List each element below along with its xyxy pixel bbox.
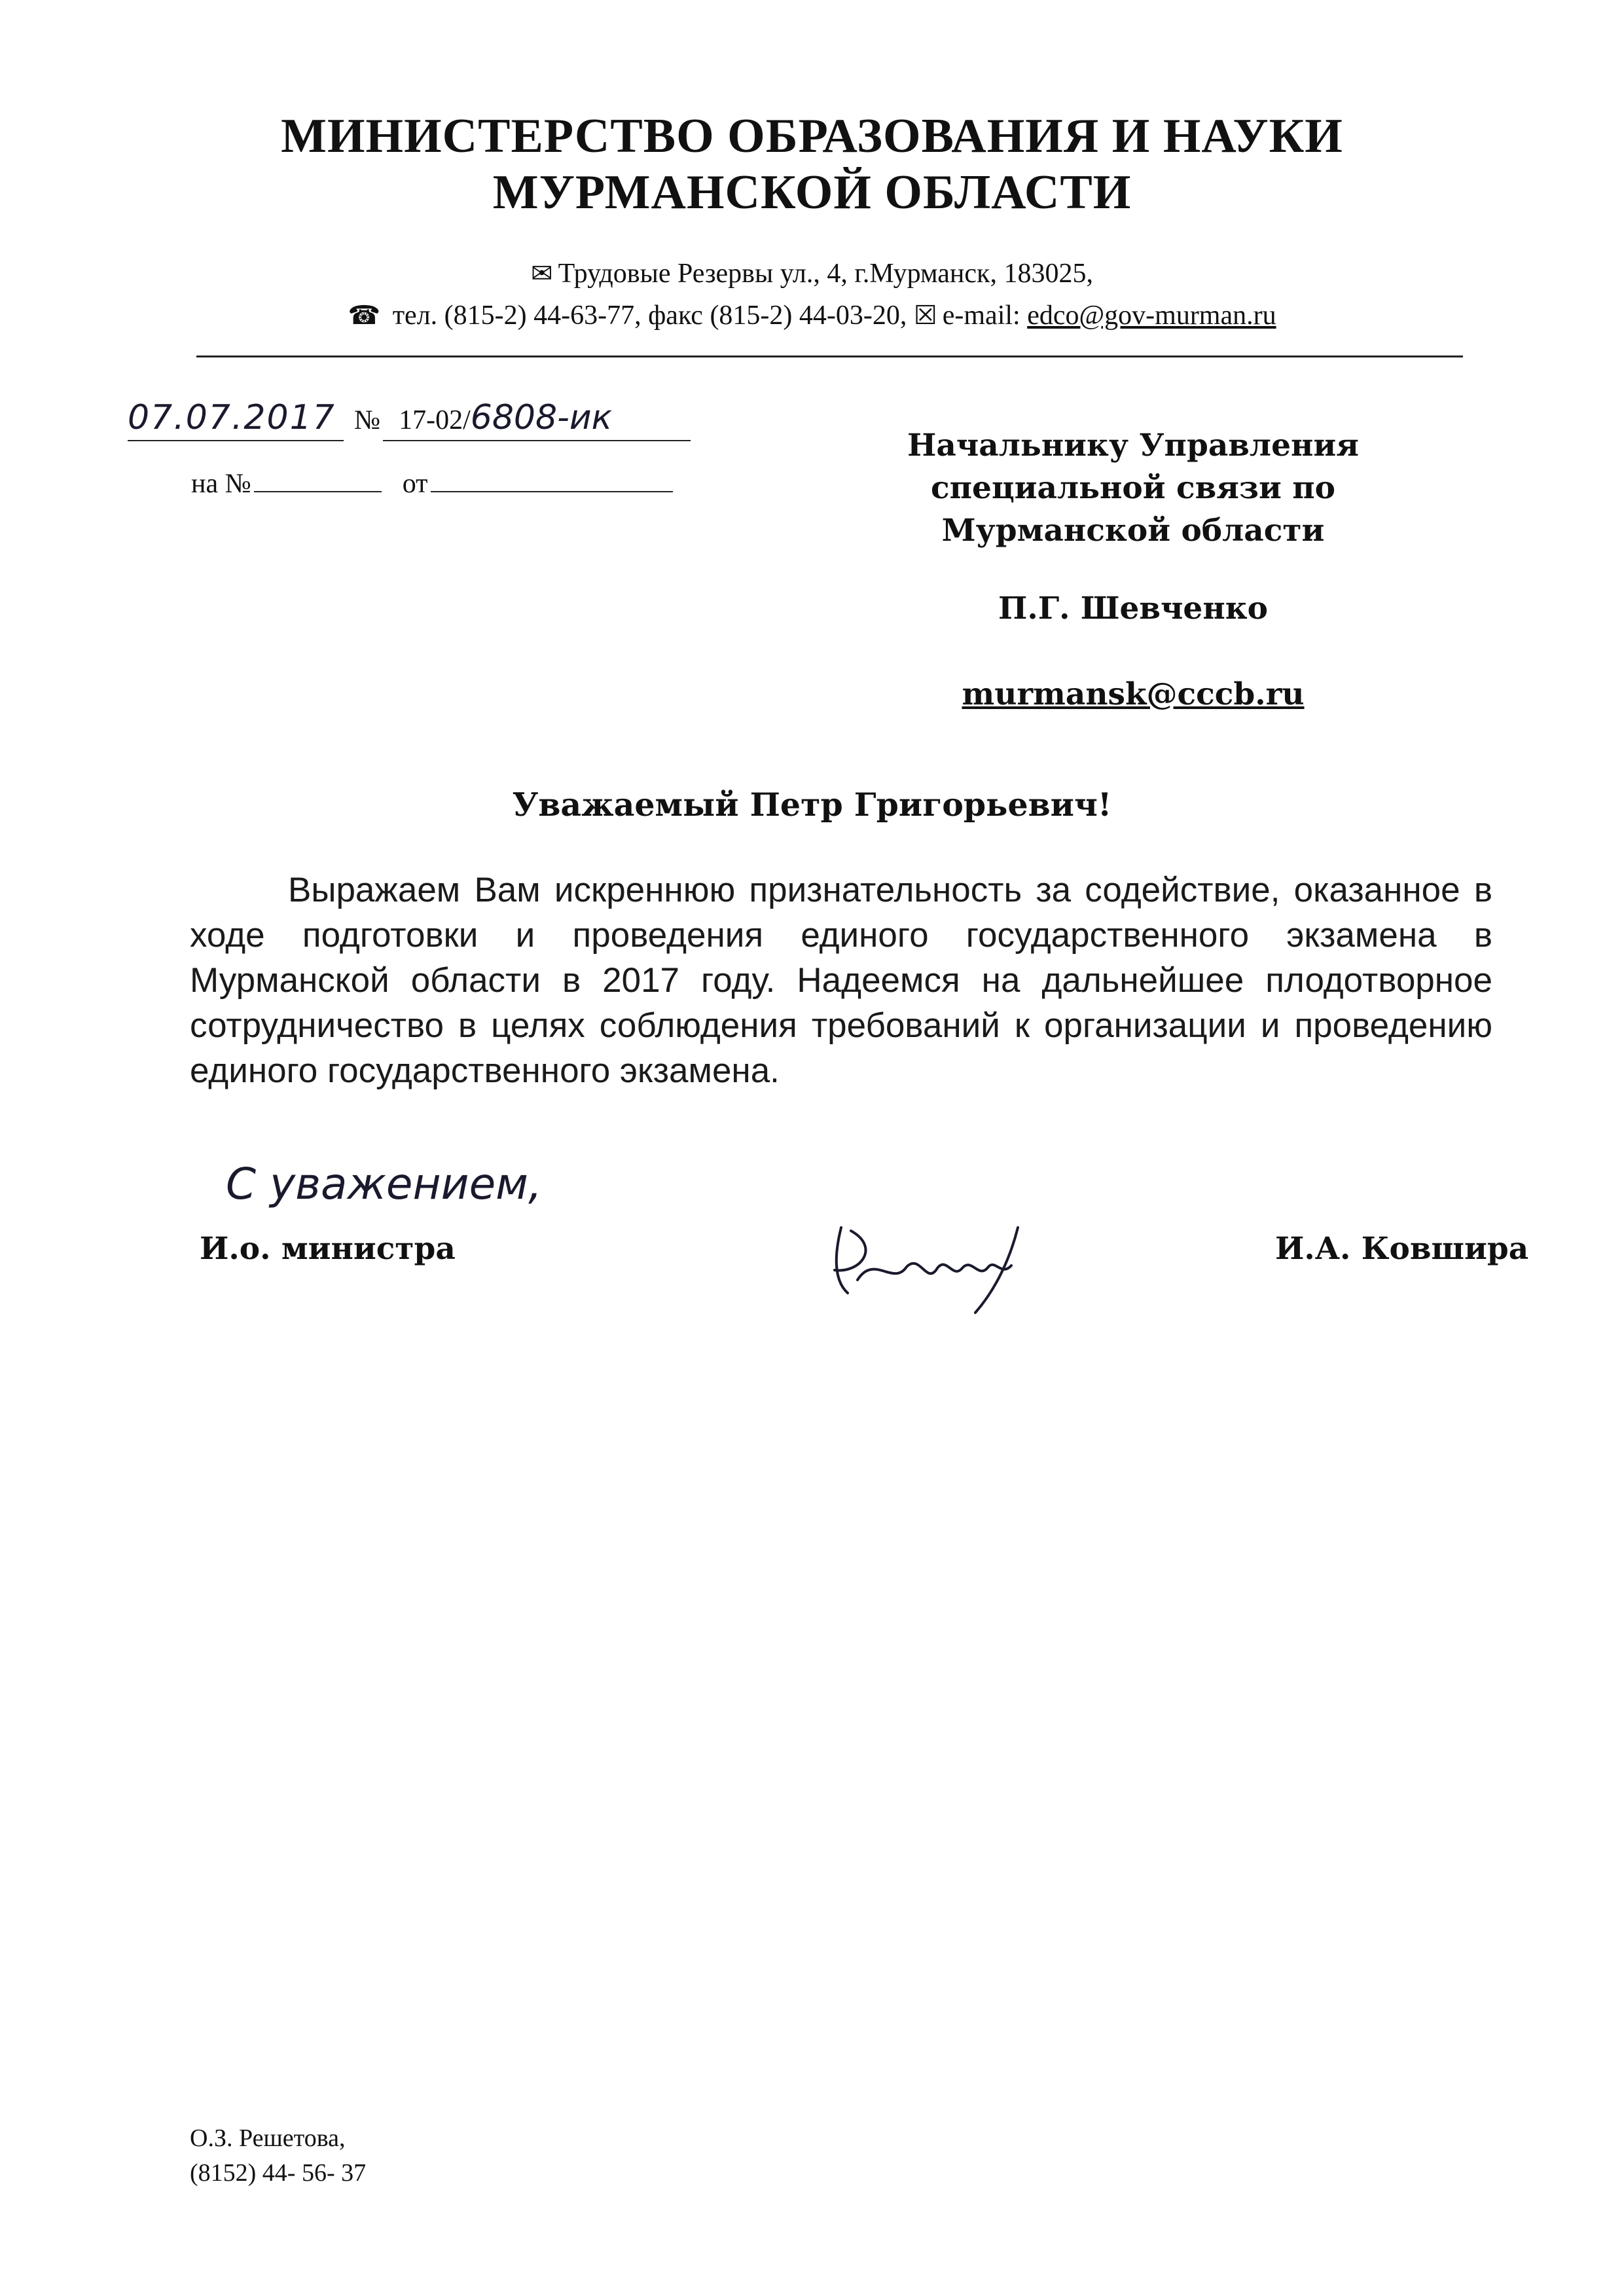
number-label: №: [354, 405, 381, 435]
signer-name: И.А. Ковшира: [1275, 1231, 1529, 1267]
handwritten-signature: [821, 1208, 1044, 1326]
addressee-line2: специальной связи по: [931, 470, 1335, 506]
executor-name: О.З. Решетова,: [190, 2124, 346, 2152]
contacts-line: [0, 299, 1624, 333]
letter-greeting: Уважаемый Петр Григорьевич!: [512, 786, 1112, 824]
reply-from-label: от: [402, 469, 428, 499]
fax-text: факс (815-2) 44-03-20,: [648, 301, 907, 331]
addressee-line1: Начальнику Управления: [907, 428, 1359, 464]
addressee-name: П.Г. Шевченко: [998, 591, 1269, 627]
addressee-email-link[interactable]: murmansk@cccb.ru: [962, 676, 1305, 712]
envelope-icon: ✉: [531, 259, 553, 288]
ministry-title-line1: МИНИСТЕРСТВО ОБРАЗОВАНИЯ И НАУКИ: [281, 109, 1343, 163]
registration-number-handwritten: 6808-ик: [470, 398, 613, 437]
signer-position: И.о. министра: [200, 1231, 456, 1267]
address-line: [0, 257, 1624, 291]
phone-icon: ☎: [348, 301, 381, 330]
ministry-email-link[interactable]: edco@gov-murman.ru: [1027, 301, 1276, 331]
letter-body: Выражаем Вам искреннюю признательность за содействие, оказанное в ходе подготовки и проведения единого государственного экзамена в Мурманской области в 2017 году. Надеемся на дальнейшее плодотворное сотрудничество в целях соблюдения требований к организации и проведению единого государственного экзамена.: [190, 871, 1492, 1090]
address-text: Трудовые Резервы ул., 4, г.Мурманск, 183025,: [558, 259, 1093, 289]
handwritten-regards: С уважением,: [226, 1159, 542, 1209]
executor-info: [190, 2121, 366, 2191]
reply-number-label: на №: [191, 469, 251, 499]
reply-number-blank: [254, 462, 382, 492]
executor-phone: (8152) 44- 56- 37: [190, 2159, 367, 2187]
registration-number-printed: 17-02/: [399, 405, 471, 435]
registration-number-line: [128, 398, 691, 441]
addressee-block: [839, 424, 1428, 716]
ministry-title-line2: МУРМАНСКОЙ ОБЛАСТИ: [492, 166, 1132, 219]
reply-reference-line: [191, 462, 673, 500]
email-label: e-mail:: [942, 301, 1020, 331]
addressee-line3: Мурманской области: [941, 513, 1325, 549]
header-divider: [196, 355, 1463, 357]
mail-icon: ☒: [913, 301, 937, 330]
reply-date-blank: [431, 462, 673, 492]
phone-text: тел. (815-2) 44-63-77,: [392, 301, 641, 331]
registration-date: 07.07.2017: [128, 398, 336, 437]
